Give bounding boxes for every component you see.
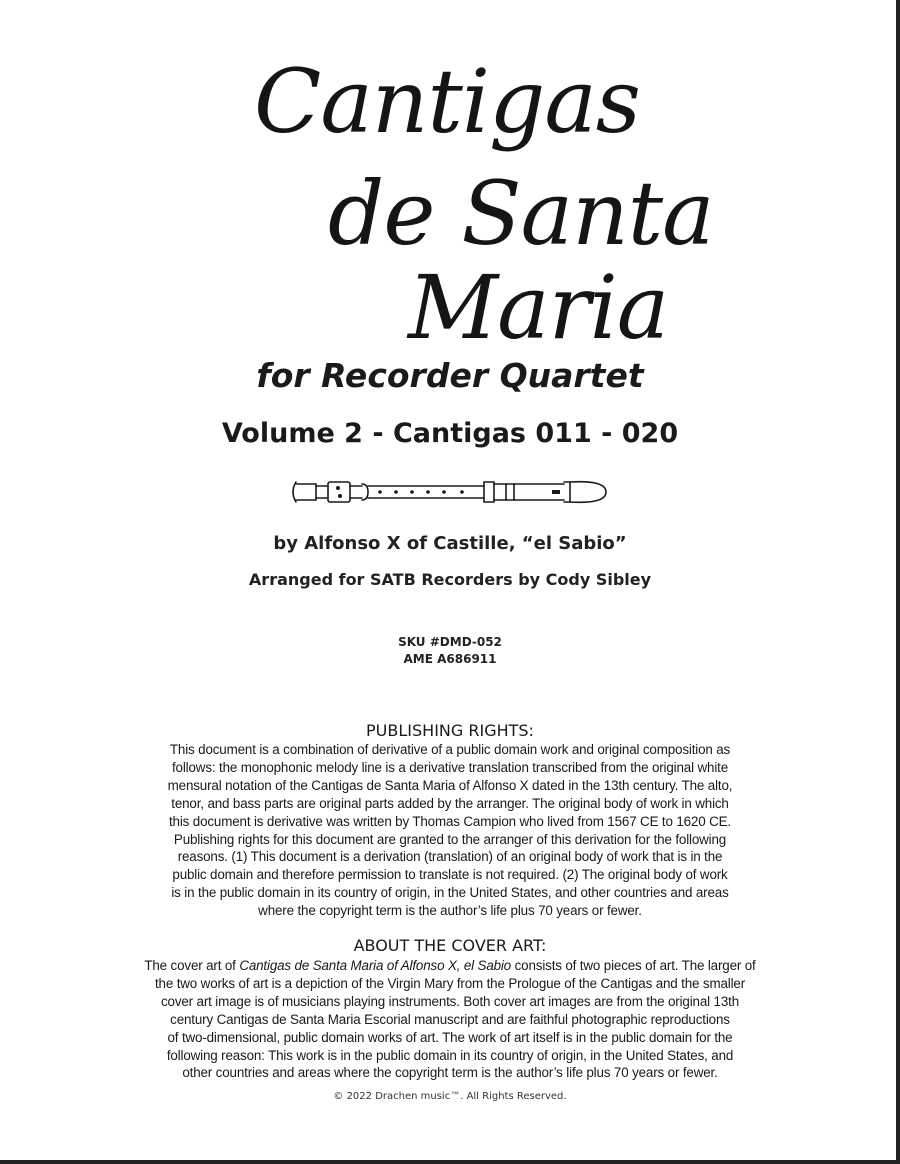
publishing-rights-line: Publishing rights for this document are granted to the arranger of this derivation for the following: [173, 831, 727, 847]
cover-art-line: century Cantigas de Santa Maria Escorial manuscript and are faithful photographic reproductions: [170, 1011, 730, 1027]
page-border-bottom: [0, 1160, 900, 1164]
composer-byline: by Alfonso X of Castille, “el Sabio”: [273, 533, 627, 554]
sku-number: SKU #DMD-052: [398, 635, 502, 649]
arranger-credit: Arranged for SATB Recorders by Cody Sibley: [248, 570, 652, 589]
publishing-rights-line: tenor, and bass parts are original parts added by the arranger. The original body of work in which: [171, 795, 729, 811]
publishing-rights-line: public domain and therefore permission to translate is not required. (2) The original body of work: [172, 867, 728, 883]
publishing-rights-line: is in the public domain in its country of origin, in the United States, and other countries and areas: [171, 885, 729, 901]
title-block: [240, 50, 714, 359]
publishing-rights-line: mensural notation of the Cantigas de Santa Maria of Alfonso X dated in the 13th century. The alto,: [167, 777, 733, 793]
identifier-block: [0, 634, 900, 668]
publishing-rights-line: This document is a combination of derivative of a public domain work and original composition as: [169, 742, 731, 757]
subtitle: for Recorder Quartet: [256, 356, 644, 395]
cover-art-line: cover art image is of musicians playing instruments. Both cover art images are from the original 13th: [160, 993, 740, 1009]
title-line-1: Cantigas: [254, 50, 640, 153]
cover-art-line-prefix: The cover art of: [144, 958, 240, 973]
cover-art-line: of two-dimensional, public domain works of art. The work of art itself is in the public domain for the: [167, 1029, 733, 1045]
title-line-3: Maria: [408, 256, 669, 359]
volume-title: Volume 2 - Cantigas 011 - 020: [221, 418, 679, 449]
page-border-right: [896, 0, 900, 1164]
cover-art-heading: ABOUT THE COVER ART:: [353, 936, 547, 955]
publishing-rights-line: follows: the monophonic melody line is a derivative translation transcribed from the original white: [171, 759, 729, 775]
title-line-2: de Santa: [328, 162, 714, 265]
ame-number: AME A686911: [403, 652, 497, 666]
copyright-footer: © 2022 Drachen music™. All Rights Reserved.: [333, 1091, 567, 1102]
cover-art-line-suffix: consists of two pieces of art. The larger of: [511, 958, 756, 973]
publishing-rights-heading: PUBLISHING RIGHTS:: [366, 721, 534, 740]
publishing-rights-text: [100, 741, 800, 920]
publishing-rights-line: this document is derivative was written by Thomas Campion who lived from 1567 CE to 1620 CE.: [168, 813, 732, 829]
cover-art-line: the two works of art is a depiction of the Virgin Mary from the Prologue of the Cantigas and the smaller: [154, 975, 745, 991]
publishing-rights-line: where the copyright term is the author’s life plus 70 years or fewer.: [258, 903, 642, 919]
cover-art-line: [100, 957, 800, 975]
cover-art-text: [100, 957, 800, 1082]
cover-art-title-italic: Cantigas de Santa Maria of Alfonso X, el Sabio: [239, 958, 512, 973]
cover-art-line: following reason: This work is in the public domain in its country of origin, in the United States, and: [166, 1047, 734, 1063]
publishing-rights-line: reasons. (1) This document is a derivation (translation) of an original body of work that is in the: [177, 849, 723, 865]
recorder-illustration-icon: [288, 474, 612, 510]
cover-art-line: other countries and areas where the copyright term is the author’s life plus 70 years or fewer.: [182, 1065, 718, 1081]
